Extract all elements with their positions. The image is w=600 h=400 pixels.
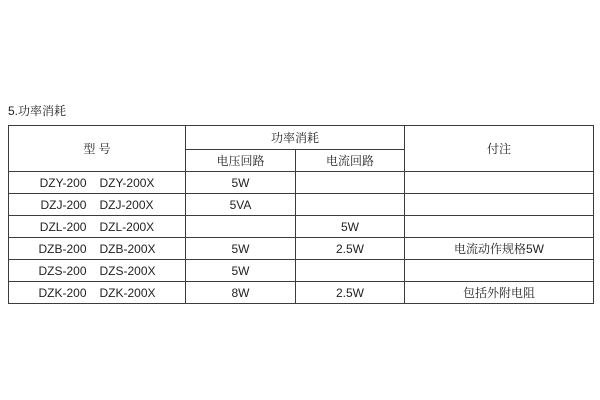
notes-cell (405, 172, 594, 194)
current-circuit-cell (296, 260, 405, 282)
voltage-circuit-cell (186, 216, 296, 238)
notes-cell (405, 194, 594, 216)
model-name: DZB-200 (38, 241, 87, 256)
notes-cell (405, 216, 594, 238)
model-cell (9, 194, 186, 216)
column-header-current-circuit: 电流回路 (296, 150, 405, 172)
model-name: DZS-200 (38, 263, 87, 278)
model-cell (9, 260, 186, 282)
column-header-notes: 付注 (405, 126, 594, 172)
voltage-circuit-cell: 5W (186, 172, 296, 194)
model-name: DZK-200 (38, 285, 87, 300)
current-circuit-cell: 2.5W (296, 238, 405, 260)
model-name: DZJ-200 (40, 197, 87, 212)
current-circuit-cell (296, 194, 405, 216)
header-row-top (9, 126, 594, 150)
model-name-x: DZL-200X (99, 219, 155, 234)
voltage-circuit-cell: 5W (186, 260, 296, 282)
model-name-x: DZK-200X (99, 285, 156, 300)
model-name-x: DZB-200X (99, 241, 156, 256)
current-circuit-cell: 5W (296, 216, 405, 238)
voltage-circuit-cell: 5VA (186, 194, 296, 216)
current-circuit-cell (296, 172, 405, 194)
notes-cell (405, 260, 594, 282)
model-name: DZL-200 (39, 219, 87, 234)
model-cell (9, 172, 186, 194)
table-row (9, 216, 594, 238)
section-heading: 5.功率消耗 (8, 104, 67, 118)
model-cell (9, 216, 186, 238)
notes-cell: 电流动作规格5W (405, 238, 594, 260)
column-header-power-group: 功率消耗 (186, 126, 405, 150)
model-name-x: DZJ-200X (99, 197, 154, 212)
model-name-x: DZY-200X (99, 175, 155, 190)
column-header-voltage-circuit: 电压回路 (186, 150, 296, 172)
power-consumption-table (8, 125, 594, 304)
model-name-x: DZS-200X (99, 263, 156, 278)
model-cell (9, 282, 186, 304)
table-row (9, 238, 594, 260)
table-row (9, 194, 594, 216)
current-circuit-cell: 2.5W (296, 282, 405, 304)
voltage-circuit-cell: 5W (186, 238, 296, 260)
table-row (9, 260, 594, 282)
model-cell (9, 238, 186, 260)
voltage-circuit-cell: 8W (186, 282, 296, 304)
column-header-model: 型 号 (9, 126, 186, 172)
model-name: DZY-200 (39, 175, 87, 190)
notes-cell: 包括外附电阻 (405, 282, 594, 304)
table-row (9, 172, 594, 194)
table-row (9, 282, 594, 304)
